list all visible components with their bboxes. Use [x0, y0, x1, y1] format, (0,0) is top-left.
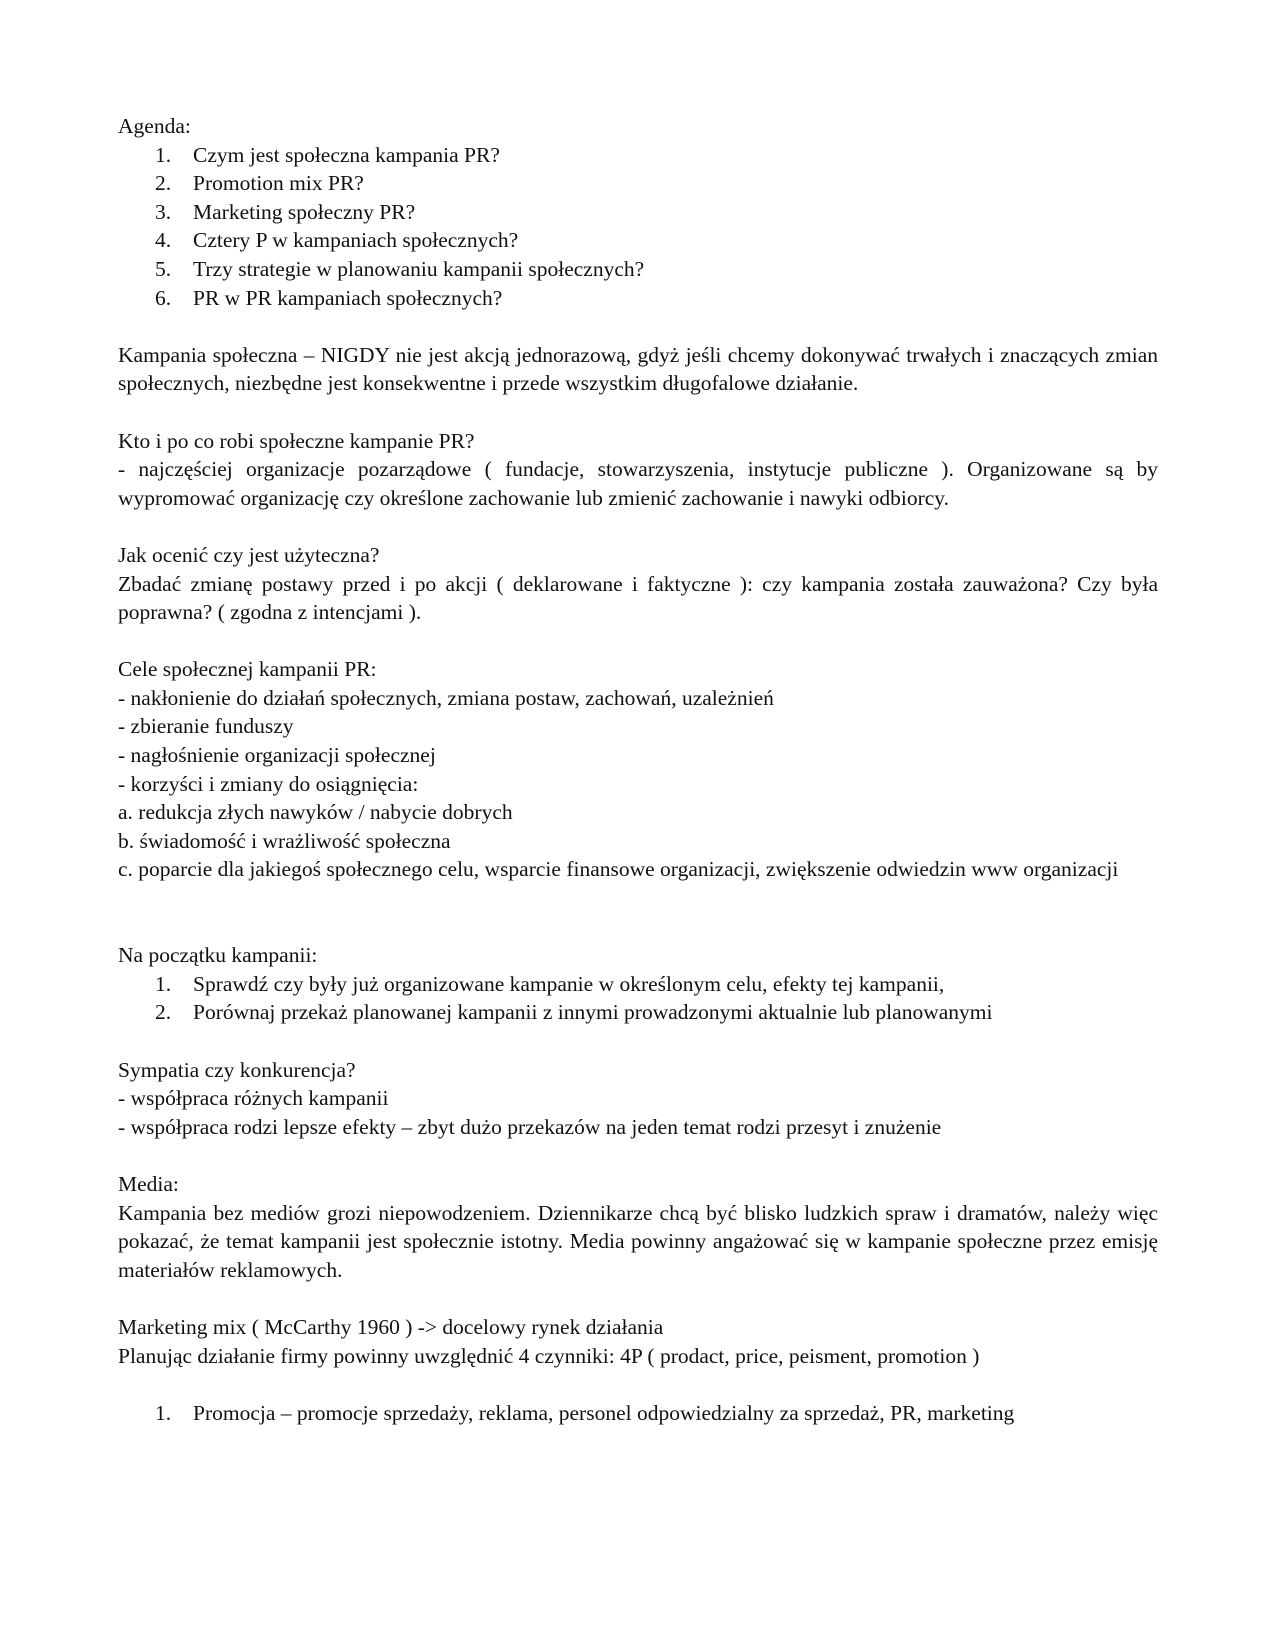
spacer [118, 312, 1158, 341]
marketing-mix-line: Marketing mix ( McCarthy 1960 ) -> docelowy rynek działania [118, 1314, 664, 1339]
spacer [118, 1141, 1158, 1170]
media-section [118, 1170, 1158, 1284]
evaluate-section [118, 541, 1158, 627]
spacer [118, 512, 1158, 541]
list-number: 4. [155, 228, 172, 253]
list-number: 1. [155, 1400, 172, 1425]
spacer [118, 1284, 1158, 1313]
goals-line: b. świadomość i wrażliwość społeczna [118, 828, 451, 853]
list-item-text: Cztery P w kampaniach społecznych? [193, 228, 519, 253]
marketing-mix-list [118, 1399, 1158, 1428]
list-number: 1. [155, 142, 172, 167]
list-item [118, 284, 1158, 313]
list-item-text: Promotion mix PR? [193, 171, 364, 196]
spacer [118, 1027, 1158, 1056]
media-heading: Media: [118, 1171, 179, 1196]
spacer [118, 398, 1158, 427]
spacer [118, 627, 1158, 656]
list-item-text: Marketing społeczny PR? [193, 199, 416, 224]
sympathy-line: - współpraca różnych kampanii [118, 1086, 389, 1111]
document-page [118, 112, 1158, 1427]
list-item-text: Porównaj przekaż planowanej kampanii z innymi prowadzonymi aktualnie lub planowanymi [193, 1000, 993, 1025]
goals-line: - nagłośnienie organizacji społecznej [118, 743, 436, 768]
list-number: 1. [155, 971, 172, 996]
list-number: 2. [155, 171, 172, 196]
list-item-text: Sprawdź czy były już organizowane kampanie w określonym celu, efekty tej kampanii, [193, 971, 945, 996]
goals-line: - nakłonienie do działań społecznych, zmiana postaw, zachowań, uzależnień [118, 685, 774, 710]
who-section [118, 427, 1158, 513]
goals-section [118, 655, 1158, 884]
list-item [118, 198, 1158, 227]
sympathy-section [118, 1056, 1158, 1142]
list-number: 3. [155, 199, 172, 224]
definition-paragraph: Kampania społeczna – NIGDY nie jest akcją jednorazową, gdyż jeśli chcemy dokonywać trwałych i znaczących zmian społecznych, niezbędne jest konsekwentne i przede wszystkim długofalowe działanie. [118, 342, 1158, 396]
list-item [118, 141, 1158, 170]
list-item [118, 255, 1158, 284]
list-item [118, 1399, 1158, 1428]
agenda-section [118, 112, 1158, 312]
goals-line: a. redukcja złych nawyków / nabycie dobrych [118, 800, 513, 825]
goals-heading: Cele społecznej kampanii PR: [118, 657, 377, 682]
who-paragraph: - najczęściej organizacje pozarządowe ( fundacje, stowarzyszenia, instytucje publiczne ). Organizowane są by wypromować organizację czy określone zachowanie lub zmienić zachowanie i nawyki odbiorcy. [118, 457, 1158, 510]
evaluate-paragraph: Zbadać zmianę postawy przed i po akcji ( deklarowane i faktyczne ): czy kampania została zauważona? Czy była poprawna? ( zgodna z intencjami ). [118, 571, 1158, 625]
agenda-heading: Agenda: [118, 114, 191, 138]
who-heading: Kto i po co robi społeczne kampanie PR? [118, 428, 475, 453]
agenda-list [118, 141, 1158, 313]
goals-last-paragraph: c. poparcie dla jakiegoś społecznego celu, wsparcie finansowe organizacji, zwiększenie odwiedzin www organizacji [118, 857, 1119, 882]
marketing-mix-line: Planując działanie firmy powinny uwzględnić 4 czynniki: 4P ( prodact, price, peisment, promotion ) [118, 1343, 980, 1368]
marketing-mix-section [118, 1313, 1158, 1427]
list-item-text: PR w PR kampaniach społecznych? [193, 285, 503, 310]
spacer [118, 884, 1158, 941]
list-item [118, 169, 1158, 198]
sympathy-line: - współpraca rodzi lepsze efekty – zbyt dużo przekazów na jeden temat rodzi przesyt i znużenie [118, 1114, 942, 1139]
list-number: 2. [155, 1000, 172, 1025]
spacer [118, 1370, 1158, 1399]
goals-line: - zbieranie funduszy [118, 714, 294, 739]
list-item-text: Promocja – promocje sprzedaży, reklama, personel odpowiedzialny za sprzedaż, PR, marketing [193, 1400, 1015, 1425]
list-item [118, 970, 1158, 999]
evaluate-heading: Jak ocenić czy jest użyteczna? [118, 542, 380, 567]
list-number: 6. [155, 285, 172, 310]
goals-line: - korzyści i zmiany do osiągnięcia: [118, 771, 419, 796]
sympathy-heading: Sympatia czy konkurencja? [118, 1057, 356, 1082]
start-section [118, 941, 1158, 1027]
list-item [118, 226, 1158, 255]
start-heading: Na początku kampanii: [118, 943, 318, 968]
list-item-text: Czym jest społeczna kampania PR? [193, 142, 500, 167]
start-list [118, 970, 1158, 1027]
list-item-text: Trzy strategie w planowaniu kampanii społecznych? [193, 256, 645, 281]
media-paragraph: Kampania bez mediów grozi niepowodzeniem. Dziennikarze chcą być blisko ludzkich spraw i dramatów, należy więc pokazać, że temat kampanii jest społecznie istotny. Media powinny angażować się w kampanie społeczne przez emisję materiałów reklamowych. [118, 1200, 1158, 1282]
list-number: 5. [155, 256, 172, 281]
list-item [118, 998, 1158, 1027]
